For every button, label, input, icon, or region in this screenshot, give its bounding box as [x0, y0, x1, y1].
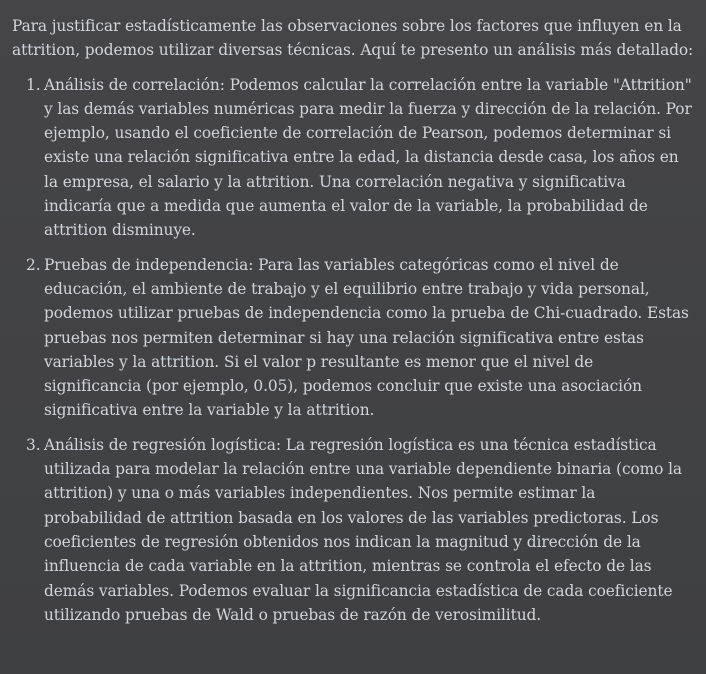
list-item-text: Análisis de regresión logística: La regresión logística es una técnica estadística utilizada para modelar la relación entre una variable dependiente binaria (como la attrition) y una o más variables independientes. Nos permite estimar la probabilidad de attrition basada en los valores de las variables predictoras. Los coeficientes de regresión obtenidos nos indican la magnitud y dirección de la influencia de cada variable en la attrition, mientras se controla el efecto de las demás variables. Podemos evaluar la significancia estadística de cada coeficiente utilizando pruebas de Wald o pruebas de razón de verosimilitud. — [44, 435, 682, 624]
list-item-number: 2. — [26, 255, 41, 274]
list-item — [26, 253, 694, 423]
list-item-number: 3. — [26, 435, 41, 454]
list-item — [26, 433, 694, 627]
list-item-text: Pruebas de independencia: Para las variables categóricas como el nivel de educación, el ambiente de trabajo y el equilibrio entre trabajo y vida personal, podemos utilizar pruebas de independencia como la prueba de Chi-cuadrado. Estas pruebas nos permiten determinar si hay una relación significativa entre estas variables y la attrition. Si el valor p resultante es menor que el nivel de significancia (por ejemplo, 0.05), podemos concluir que existe una asociación significativa entre la variable y la attrition. — [44, 255, 689, 420]
list-item-text: Análisis de correlación: Podemos calcular la correlación entre la variable "Attrition" y las demás variables numéricas para medir la fuerza y dirección de la relación. Por ejemplo, usando el coeficiente de correlación de Pearson, podemos determinar si existe una relación significativa entre la edad, la distancia desde casa, los años en la empresa, el salario y la attrition. Una correlación negativa y significativa indicaría que a medida que aumenta el valor de la variable, la probabilidad de attrition disminuye. — [44, 75, 692, 240]
list-item-number: 1. — [26, 75, 41, 94]
list-item — [26, 73, 694, 243]
analysis-list — [12, 73, 694, 628]
intro-paragraph: Para justificar estadísticamente las observaciones sobre los factores que influyen en la attrition, podemos utilizar diversas técnicas. Aquí te presento un análisis más detallado: — [12, 17, 694, 60]
